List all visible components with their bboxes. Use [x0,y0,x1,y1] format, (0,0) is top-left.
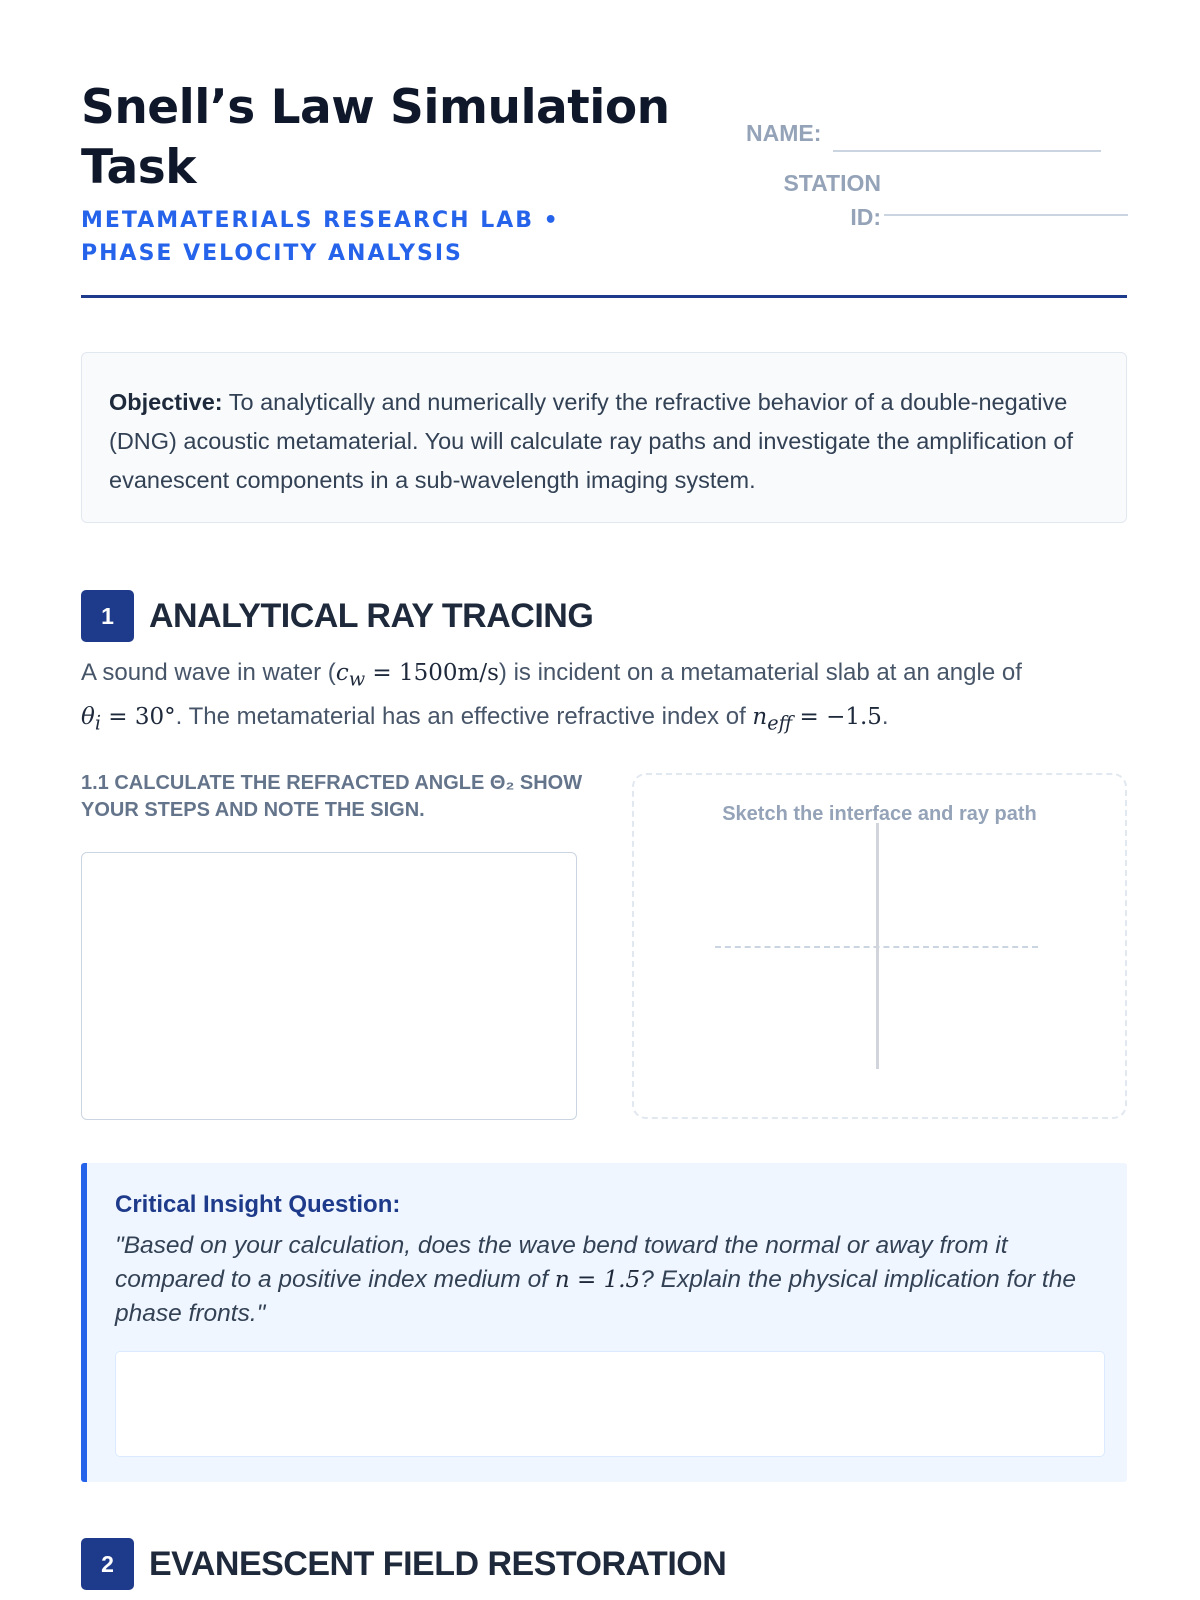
header-divider [81,295,1127,298]
section-2-title: EVANESCENT FIELD RESTORATION [149,1544,727,1583]
name-field[interactable] [833,150,1101,152]
math-symbol: θ [81,703,95,730]
math-subscript: i [94,711,101,735]
math-symbol: c [335,660,349,686]
section-1-header [81,590,593,642]
objective-text: To analytically and numerically verify the refractive behavior of a double-negative (DNG) acoustic metamaterial. You will calculate ray paths and investigate the amplification of evanescent components in a sub-wavelength imaging system. [109,389,1073,493]
page-title: Snell’s Law Simulation Task [81,80,670,195]
insight-callout [81,1163,1127,1482]
insight-answer-box[interactable] [115,1351,1105,1457]
prose-text: ) is incident on a metamaterial slab at an angle of [498,659,1022,686]
task-1-1-label: 1.1 CALCULATE THE REFRACTED ANGLE Θ₂ SHOW YOUR STEPS AND NOTE THE SIGN. [81,772,583,821]
math-subscript: eff [767,711,793,735]
math-value: = 1.5 [569,1267,641,1293]
problem-statement [81,654,1127,741]
insight-question [115,1229,1105,1331]
math-value: = 1500m/s [365,660,499,686]
task-1-1-answer-box[interactable] [81,852,577,1120]
insight-title: Critical Insight Question: [115,1191,401,1218]
section-1-number: 1 [81,590,134,642]
prose-text: . The metamaterial has an effective refractive index of [175,702,753,730]
station-id-field[interactable] [884,214,1128,216]
sketch-area[interactable] [632,773,1127,1119]
normal-line [876,823,879,1069]
worksheet-page [81,0,1127,1600]
sketch-label: Sketch the interface and ray path [722,803,1037,825]
name-label: NAME: [746,120,822,146]
math-cw [335,660,366,691]
page-subtitle: METAMATERIALS RESEARCH LAB • PHASE VELOCITY ANALYSIS [81,208,560,266]
math-value: = −1.5 [792,703,882,730]
math-symbol: n [554,1267,570,1293]
prose-text: . [881,702,889,730]
math-symbol: n [752,703,768,730]
section-1-title: ANALYTICAL RAY TRACING [149,596,594,635]
station-id-label: STATION ID: [783,170,881,230]
math-theta [81,703,101,735]
section-2-header [81,1538,726,1590]
section-2-number: 2 [81,1538,134,1590]
math-value: = 30° [101,703,176,730]
objective-box [81,352,1127,523]
math-subscript: w [348,667,366,691]
prose-text: A sound wave in water ( [81,659,336,686]
question-text: "Based on your calculation, does the wave bend toward the normal or away from it compared to a positive index medium of [115,1232,1008,1293]
question-text: ? Explain the physical implication for the phase fronts." [115,1266,1076,1327]
math-neff [752,703,793,735]
objective-label: Objective: [109,389,223,415]
